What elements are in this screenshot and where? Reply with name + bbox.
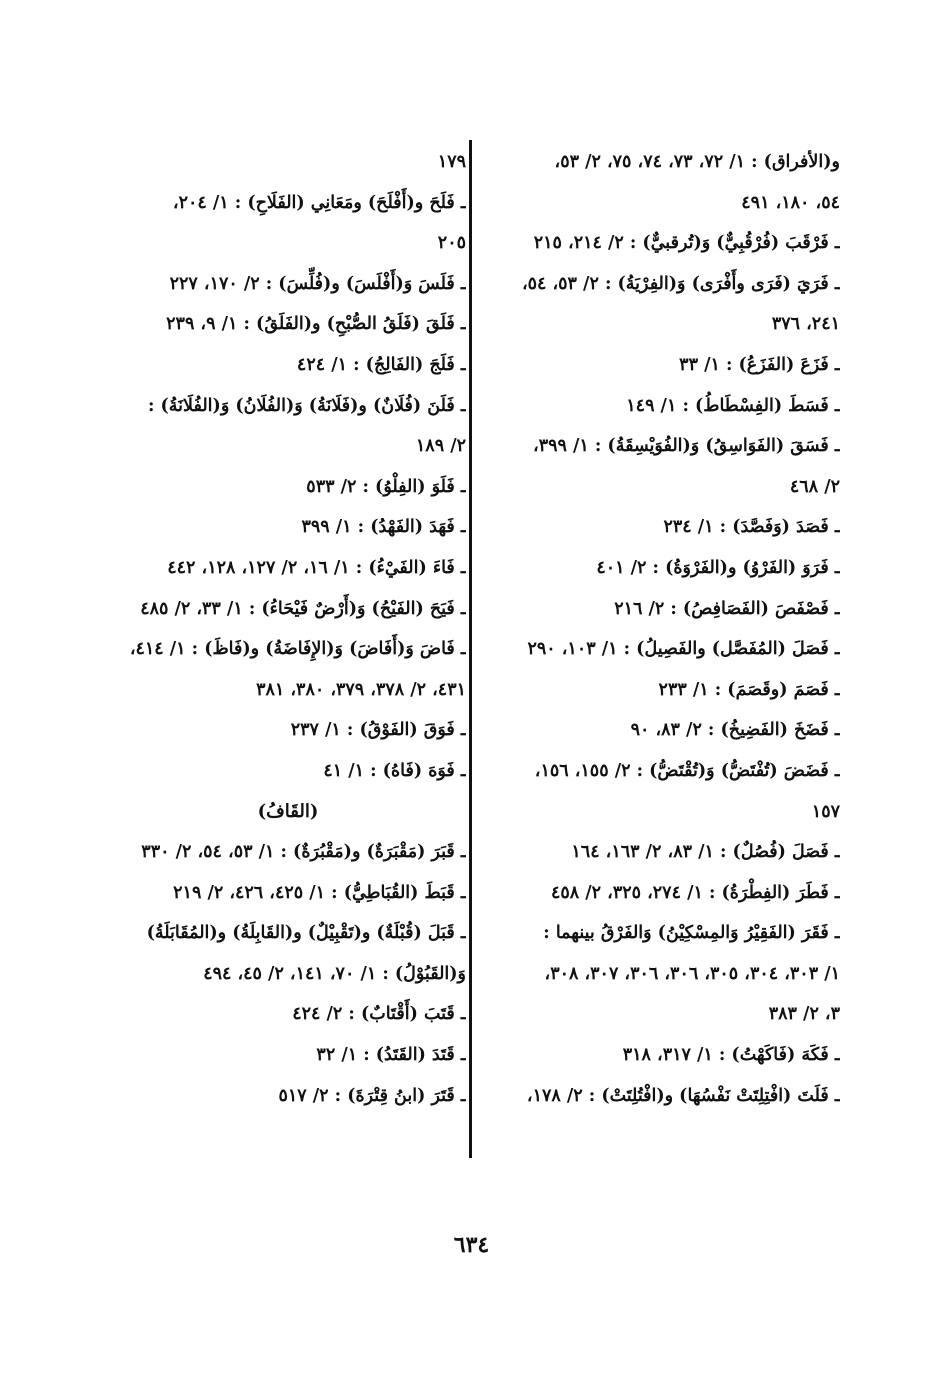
index-entry-line: ـ فَصَلَ (فُصُلٌ) : ١/ ٨٣، ٢/ ١٦٣، ١٦٤ [571,842,840,863]
index-entry-line: ـ فَلَسَ وَ(أَفْلَسَ) و(فُلِّسَ) : ٢/ ١٧٠، ٢٢٧ [169,273,466,294]
index-entry-line: ـ فَيَحَ (الفَيْحُ) وَ(أَرْضٌ فَيْحَاءُ) : ١/ ٣٣، ٢/ ٤٨٥ [140,598,466,619]
index-entry-line: و(الأفراق) : ١/ ٧٢، ٧٣، ٧٤، ٧٥، ٢/ ٥٣، [554,152,840,172]
index-entry-line: ـ فَضَخَ (الفَضِيخُ) : ٢/ ٨٣، ٩٠ [630,720,840,741]
index-entry-line: ـ قَتَرَ (ابنُ قِتْرَةَ) : ٢/ ٥١٧ [278,1085,466,1106]
column-divider [469,140,472,1158]
index-entry-line: ٥٤، ١٨٠، ٤٩١ [741,192,840,213]
index-entry-line: ـ فَصْفَصَ (الفَصَافِصُ) : ٢/ ٢١٦ [614,598,840,619]
index-entry-line: ـ فَصَدَ (وَفَصَّدَ) : ١/ ٢٣٤ [663,517,840,538]
index-entry-line: ـ فَلَنَ (فُلَانٌ) و(فَلَانَةُ) وَ(الفُلَانُ) وَ(الفُلَانَةُ) : [147,395,466,416]
index-entry-line: ـ فَصَمَ (وقَصَمَ) : ١/ ٢٣٣ [658,679,840,700]
index-entry-line: ـ قَبَرَ (مَقْبَرَةٌ) و(مَقْبُرَةٌ) : ١/ ٥٣، ٥٤، ٢/ ٣٣٠ [141,842,466,863]
index-entry-line: ـ فَقَرَ (الفَقِيْرُ وَالمِسْكِيْنُ) وَالفَرْقُ بينهما : [543,923,840,944]
index-entry-line: ـ فَوَهَ (فَاهُ) : ١/ ٤١ [323,760,466,781]
index-entry-line: ١/ ٣٠٣، ٣٠٤، ٣٠٥، ٣٠٦، ٣٠٦، ٣٠٧، ٣٠٨، [544,963,840,984]
index-entry-line: ـ فَاضَ وَ(أَفَاضَ) وَ(الإِفَاضَةُ) و(فَاظَ) : ١/ ٤١٤، [129,639,466,660]
index-entry-line: ٤٣١، ٢/ ٣٧٨، ٣٧٩، ٣٨٠، ٣٨١ [256,679,466,700]
index-entry-line: ٢/ ١٨٩ [415,436,466,457]
page-number: ٦٣٤ [453,1232,490,1258]
index-entry-line: ٣، ٢/ ٣٨٣ [768,1004,840,1025]
index-entry-line: ـ فَلَتَ (افْتِلِتَتْ نَفْسُهَا) و(افْتُلِتَتْ) : ٢/ ١٧٨، [526,1085,840,1106]
section-heading: (القَافُ) [257,800,319,822]
index-entry-line: ـ فَلَحَ و(أَفْلَحَ) ومَعَانِي (الفَلَاحِ) : ١/ ٢٠٤، [172,192,466,213]
index-entry-line: ـ فَرَوَ (الفَرْوُ) و(الفَرْوَةُ) : ٢/ ٤٠١ [596,557,840,578]
index-column-right [478,142,840,1116]
index-entry-line: ـ فَاءَ (الفَيْءُ) : ١/ ١٦، ٢/ ١٢٧، ١٢٨، ٤٤٢ [167,557,466,578]
index-entry-line: ١٥٧ [811,801,840,822]
index-entry-line: ـ فَلَقَ (فَلَقُ الصُّبْحِ) و(الفَلَقُ) : ١/ ٩، ٢٣٩ [166,314,466,335]
index-entry-line: ٢٤١، ٣٧٦ [771,314,840,335]
index-entry-line: ـ فَسَقَ (الفَوَاسِقُ) وَ(الفُوَيْسِقَةُ) : ١/ ٣٩٩، [533,436,840,457]
index-entry-line: ـ قَبَلَ (قُبْلَةٌ) و(تَقْبِيْلٌ) و(القَابِلَةُ) و(المُقَابَلَةُ) [146,923,466,944]
index-entry-line: ـ فَسَطَ (الفِسْطَاطُ) : ١/ ١٤٩ [626,395,840,416]
index-entry-line: ـ فَصَلَ (المُفَصَّل) والفَصِيلُ) : ١/ ١٠٣، ٢٩٠ [527,639,840,660]
index-entry-line: ـ فَكَهَ (فَاكَهْتُ) : ١/ ٣١٧، ٣١٨ [622,1045,840,1066]
index-entry-line: ١٧٩ [437,152,466,172]
index-entry-line: ـ فَرْقَبَ (فُرْقُبِيٌّ) وَ(تُرقبيٌّ) : ٢/ ٢١٤، ٢١٥ [533,233,840,254]
index-entry-line: ـ فَضَضَ (تُفْتَضُّ) وَ(تُقْتَضُّ) : ٢/ ١٥٥، ١٥٦، [534,760,840,781]
index-entry-line: ـ فَلَجَ (الفَالِجُ) : ١/ ٤٢٤ [296,354,466,375]
index-column-left [110,142,466,1116]
index-entry-line: ٢/ ٤٦٨ [789,476,840,497]
index-entry-line: ـ قَبَطَ (القُبَاطِيُّ) : ١/ ٤٢٥، ٤٢٦، ٢/ ٢١٩ [173,882,466,903]
index-entry-line: ـ فَطَرَ (الفِطْرَةُ) : ١/ ٢٧٤، ٣٢٥، ٢/ ٤٥٨ [550,882,840,903]
index-entry-line: ـ فَهَدَ (الفَهْدُ) : ١/ ٣٩٩ [301,517,466,538]
index-entry-line: ـ فَزَعَ (الفَزَعُ) : ١/ ٣٣ [679,354,840,375]
index-entry-line: ٢٠٥ [437,233,466,254]
index-entry-line: ـ قَتَدَ (القَتَدُ) : ١/ ٣٢ [316,1045,466,1066]
index-entry-line: ـ فَلَوَ (الفِلْوُ) : ٢/ ٥٣٣ [306,476,466,497]
index-entry-line: ـ قَتَبَ (أَقْتَابٌ) : ٢/ ٤٢٤ [292,1004,466,1025]
index-entry-line: ـ فَوَقَ (الفَوْقُ) : ١/ ٢٣٧ [290,720,466,741]
index-entry-line: وَ(القَبُوْلُ) : ١/ ٧٠، ١٤١، ٢/ ٤٥، ٤٩٤ [203,963,466,984]
index-entry-line: ـ فَرَيَ (فَرَى وأَفْرَى) وَ(الفِرْيَةُ) : ٢/ ٥٣، ٥٤، [521,273,840,294]
